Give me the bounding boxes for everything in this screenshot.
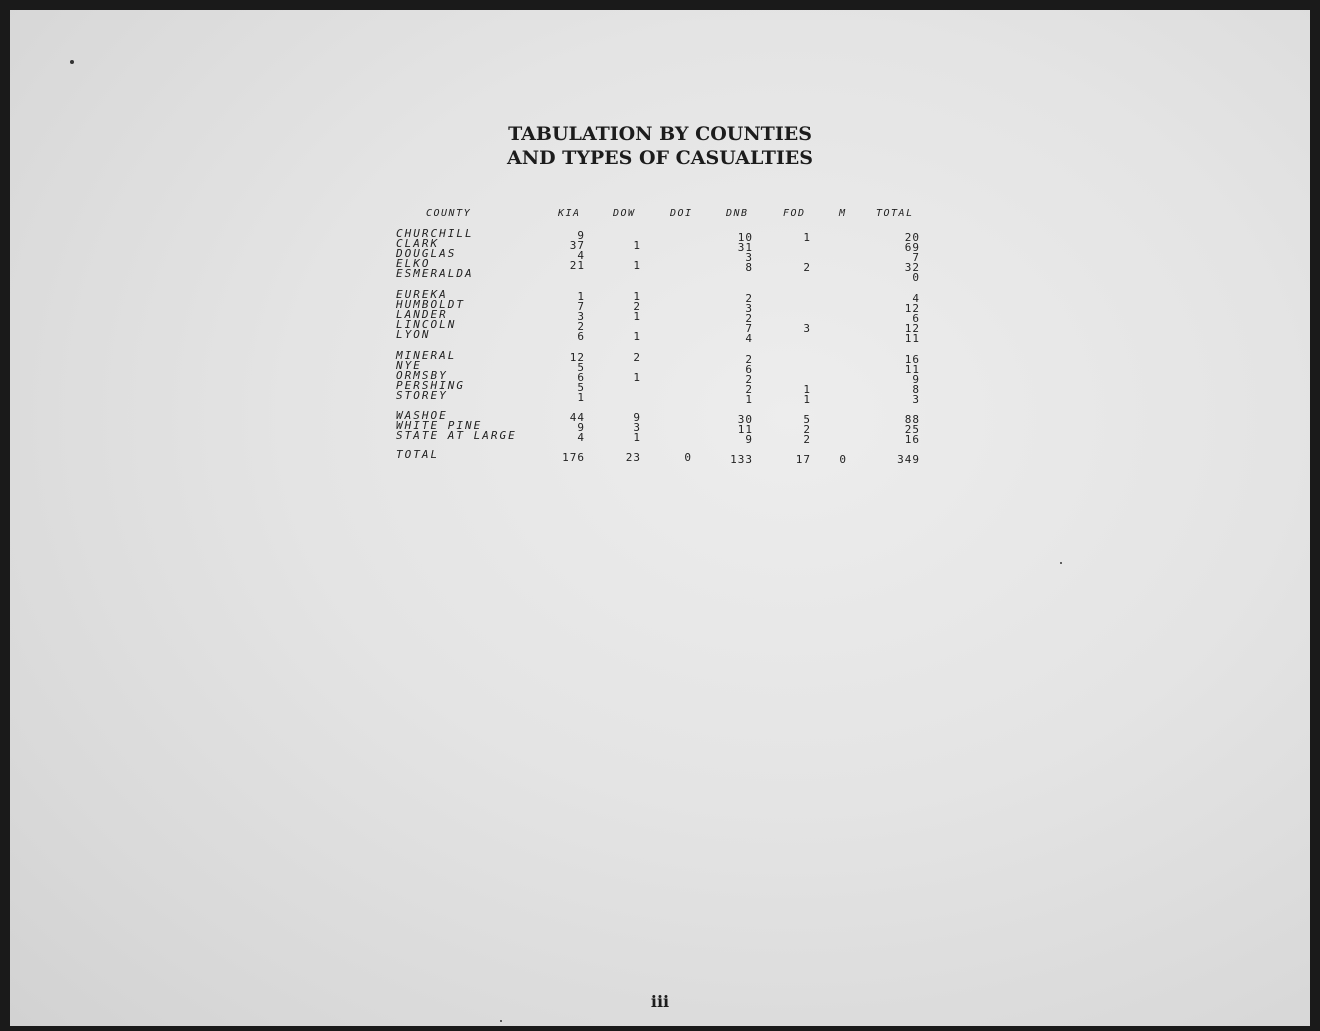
total-kia: 176	[562, 451, 585, 464]
column-header-total: TOTAL	[876, 208, 914, 219]
cell-total: 69	[904, 241, 920, 255]
cell-total: 12	[904, 302, 920, 316]
county-name: ESMERALDA	[396, 267, 474, 281]
column-header-dow: DOW	[613, 208, 636, 219]
cell-dnb: 2	[745, 353, 753, 366]
county-name: MINERAL	[396, 349, 457, 362]
cell-fod: 2	[803, 433, 811, 447]
cell-dnb: 2	[745, 373, 753, 387]
county-name: ORMSBY	[396, 369, 448, 383]
total-doi: 0	[684, 451, 692, 464]
column-header-doi: DOI	[670, 208, 693, 219]
total-dnb: 133	[730, 453, 753, 466]
cell-dnb: 2	[745, 312, 753, 326]
cell-kia: 9	[577, 421, 585, 435]
page-number: iii	[650, 992, 670, 1011]
cell-dnb: 31	[737, 241, 753, 255]
total-dow: 23	[625, 451, 641, 464]
cell-fod: 5	[803, 413, 811, 426]
cell-total: 32	[904, 261, 920, 275]
cell-dnb: 1	[745, 393, 753, 407]
paper-speck	[1060, 562, 1062, 564]
cell-dow: 1	[633, 330, 641, 344]
cell-dow: 9	[633, 411, 641, 424]
document-page	[10, 10, 1310, 1026]
cell-fod: 3	[803, 322, 811, 336]
cell-dow: 1	[633, 259, 641, 273]
cell-kia: 44	[569, 411, 585, 424]
cell-dnb: 8	[745, 261, 753, 275]
county-name: WHITE PINE	[396, 419, 483, 433]
total-total: 349	[897, 453, 920, 466]
cell-fod: 2	[803, 261, 811, 275]
cell-fod: 2	[803, 423, 811, 437]
cell-dnb: 3	[745, 251, 753, 265]
county-name: LYON	[396, 328, 431, 342]
cell-dow: 2	[633, 300, 641, 314]
county-name: LINCOLN	[396, 318, 457, 332]
cell-total: 11	[904, 332, 920, 346]
cell-dnb: 11	[737, 423, 753, 437]
total-label: TOTAL	[396, 448, 440, 461]
cell-kia: 3	[577, 310, 585, 324]
cell-total: 12	[904, 322, 920, 336]
county-name: STATE AT LARGE	[396, 429, 517, 443]
cell-total: 16	[904, 353, 920, 366]
cell-dnb: 9	[745, 433, 753, 447]
cell-dnb: 6	[745, 363, 753, 377]
cell-kia: 4	[577, 249, 585, 263]
county-name: DOUGLAS	[396, 247, 457, 261]
cell-dow: 1	[633, 431, 641, 445]
county-name: PERSHING	[396, 379, 465, 393]
cell-total: 9	[912, 373, 920, 387]
county-name: NYE	[396, 359, 422, 373]
paper-speck	[70, 60, 74, 64]
cell-kia: 1	[577, 391, 585, 405]
cell-dnb: 2	[745, 383, 753, 397]
cell-kia: 1	[577, 290, 585, 303]
column-header-dnb: DNB	[726, 208, 749, 219]
cell-dow: 1	[633, 290, 641, 303]
county-name: HUMBOLDT	[396, 298, 465, 312]
county-name: ELKO	[396, 257, 431, 271]
total-m: 0	[839, 453, 847, 466]
cell-kia: 6	[577, 330, 585, 344]
cell-dnb: 10	[737, 231, 753, 244]
cell-dow: 2	[633, 351, 641, 364]
cell-total: 4	[912, 292, 920, 305]
cell-total: 0	[912, 271, 920, 285]
cell-kia: 9	[577, 229, 585, 242]
cell-dow: 3	[633, 421, 641, 435]
column-header-county: COUNTY	[426, 208, 472, 219]
cell-fod: 1	[803, 393, 811, 407]
cell-dow: 1	[633, 371, 641, 385]
cell-total: 88	[904, 413, 920, 426]
county-name: EUREKA	[396, 288, 448, 301]
county-name: WASHOE	[396, 409, 448, 422]
county-name: CHURCHILL	[396, 227, 474, 240]
paper-speck	[500, 1020, 502, 1022]
cell-kia: 12	[569, 351, 585, 364]
cell-kia: 6	[577, 371, 585, 385]
column-header-kia: KIA	[558, 208, 581, 219]
cell-kia: 21	[569, 259, 585, 273]
cell-total: 7	[912, 251, 920, 265]
cell-fod: 1	[803, 383, 811, 397]
cell-dnb: 3	[745, 302, 753, 316]
cell-total: 8	[912, 383, 920, 397]
column-header-m: M	[839, 208, 847, 219]
cell-dow: 1	[633, 310, 641, 324]
cell-kia: 7	[577, 300, 585, 314]
cell-dnb: 2	[745, 292, 753, 305]
county-name: CLARK	[396, 237, 440, 251]
cell-kia: 2	[577, 320, 585, 334]
cell-total: 3	[912, 393, 920, 407]
page-title-line-1: TABULATION BY COUNTIES	[508, 123, 812, 145]
page-title-line-2: AND TYPES OF CASUALTIES	[506, 147, 813, 169]
cell-dnb: 7	[745, 322, 753, 336]
cell-fod: 1	[803, 231, 811, 244]
cell-kia: 5	[577, 361, 585, 375]
cell-total: 16	[904, 433, 920, 447]
cell-kia: 5	[577, 381, 585, 395]
cell-kia: 4	[577, 431, 585, 445]
total-fod: 17	[795, 453, 811, 466]
cell-total: 6	[912, 312, 920, 326]
cell-dow: 1	[633, 239, 641, 253]
cell-dnb: 30	[737, 413, 753, 426]
cell-total: 20	[904, 231, 920, 244]
cell-total: 25	[904, 423, 920, 437]
column-header-fod: FOD	[783, 208, 806, 219]
county-name: STOREY	[396, 389, 448, 403]
county-name: LANDER	[396, 308, 448, 322]
cell-dnb: 4	[745, 332, 753, 346]
cell-total: 11	[904, 363, 920, 377]
cell-kia: 37	[569, 239, 585, 253]
